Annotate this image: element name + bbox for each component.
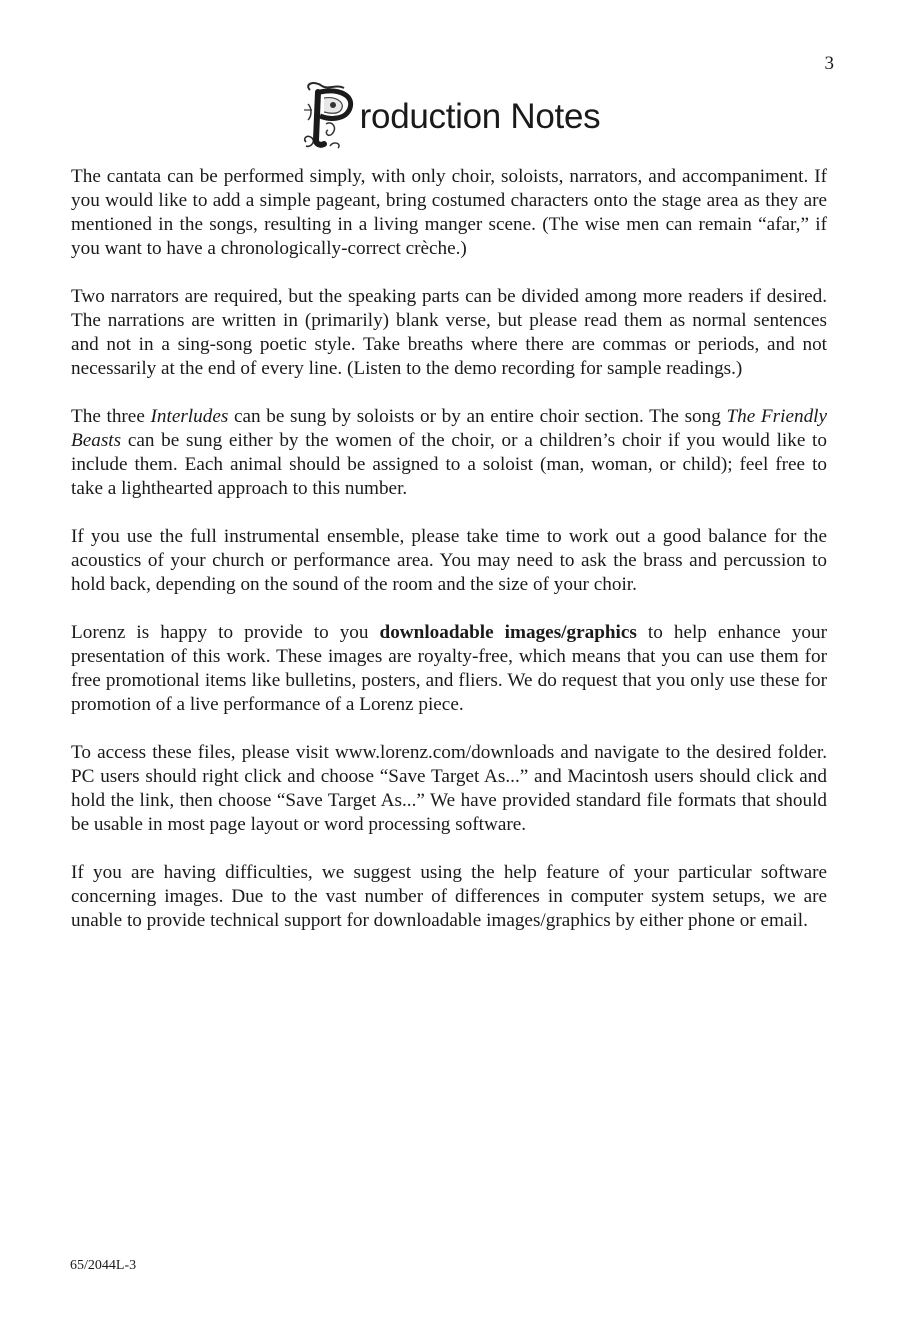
text-segment: Lorenz is happy to provide to you bbox=[71, 622, 380, 643]
title-text: roduction Notes bbox=[359, 97, 601, 136]
ornamental-p-icon bbox=[300, 80, 358, 150]
paragraph-performance: The cantata can be performed simply, with only choir, soloists, narrators, and accompaniment. If you would like to add a simple pageant, bring costumed characters onto the stage area as they are mentioned in the songs, resulting in a living manger scene. (The wise men can remain “afar,” if you want to have a chronologically-correct crèche.) bbox=[71, 166, 827, 259]
downloadable-images-emphasis: downloadable images/graphics bbox=[379, 622, 637, 643]
text-segment: The three bbox=[71, 406, 151, 427]
friendly-beasts-title: The Friendly Beasts bbox=[71, 406, 828, 451]
decorative-initial-p bbox=[300, 80, 358, 150]
interludes-title: Interludes bbox=[150, 406, 229, 427]
paragraph-narrators: Two narrators are required, but the speaking parts can be divided among more readers if desired. The narrations are written in (primarily) blank verse, but please read them as normal sentences and not in a sing-song poetic style. Take breaths where there are commas or periods, and not necessarily at the end of every line. (Listen to the demo recording for sample readings.) bbox=[71, 286, 827, 379]
footer-catalog-code: 65/2044L-3 bbox=[70, 1258, 137, 1273]
paragraph-access-files: To access these files, please visit www.lorenz.com/downloads and navigate to the desired folder. PC users should right click and choose “Save Target As...” and Macintosh users should click and hold the link, then choose “Save Target As...” We have provided standard file formats that should be usable in most page layout or word processing software. bbox=[71, 742, 827, 835]
page-title bbox=[0, 80, 900, 152]
paragraph-downloadable-images bbox=[71, 621, 827, 717]
page-number: 3 bbox=[824, 53, 834, 74]
paragraph-instrumental: If you use the full instrumental ensemble, please take time to work out a good balance for the acoustics of your church or performance area. You may need to ask the brass and percussion to hold back, depending on the sound of the room and the size of your choir. bbox=[71, 526, 827, 595]
production-notes-body bbox=[71, 165, 827, 957]
text-segment: can be sung either by the women of the choir, or a children’s choir if you would like to include them. Each animal should be assigned to a soloist (man, woman, or child); feel free to take a lighthearted approach to this number. bbox=[71, 430, 827, 499]
paragraph-difficulties: If you are having difficulties, we suggest using the help feature of your particular software concerning images. Due to the vast number of differences in computer system setups, we are unable to provide technical support for downloadable images/graphics by either phone or email. bbox=[71, 862, 827, 931]
text-segment: to help enhance your presentation of this work. These images are royalty-free, which means that you can use them for free promotional items like bulletins, posters, and fliers. We do request that you only use these for promotion of a live performance of a Lorenz piece. bbox=[71, 622, 827, 715]
title-line bbox=[300, 80, 601, 150]
text-segment: can be sung by soloists or by an entire choir section. The song bbox=[228, 406, 727, 427]
paragraph-interludes bbox=[71, 405, 827, 501]
